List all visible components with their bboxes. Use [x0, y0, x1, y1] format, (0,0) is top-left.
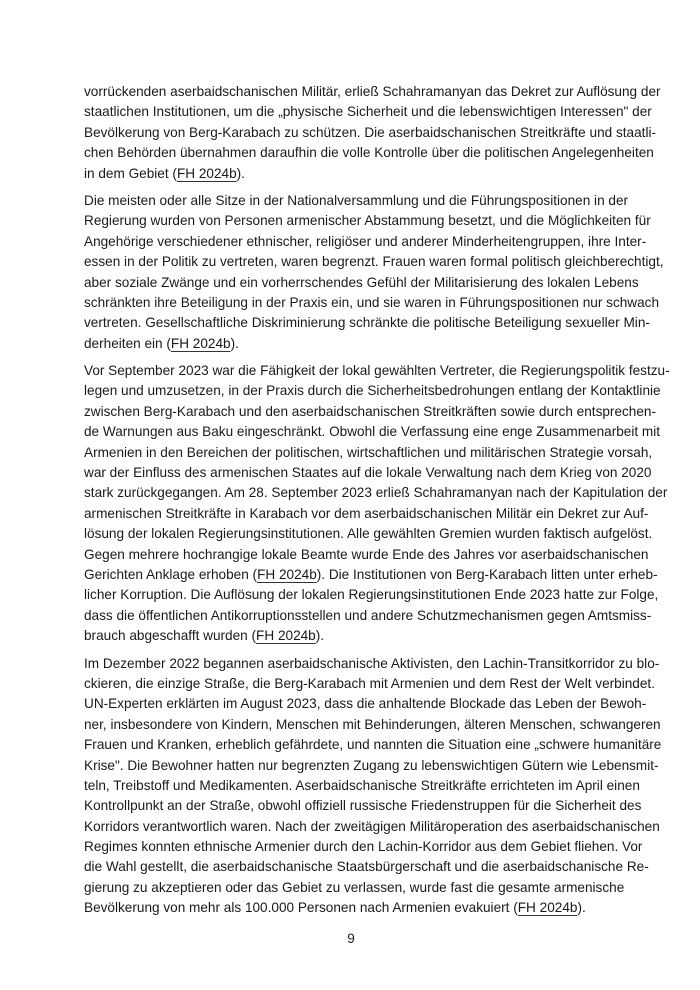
citation-link[interactable]: FH 2024b: [517, 900, 578, 916]
text-line: Im Dezember 2022 begannen aserbaidschanische Aktivisten, den Lachin-Transitkorridor zu blo-: [84, 655, 660, 671]
paragraph: [84, 361, 670, 646]
text-line: licher Korruption. Die Auflösung der lokalen Regierungsinstitutionen Ende 2023 hatte zur Folge,: [84, 587, 659, 603]
text-line: Vor September 2023 war die Fähigkeit der lokal gewählten Vertreter, die Regierungspolitik festzu-: [84, 363, 670, 379]
paragraph: [84, 191, 664, 354]
text-line: ckieren, die einzige Straße, die Berg-Karabach mit Armenien und dem Rest der Welt verbindet.: [84, 675, 655, 691]
text-line: armenischen Streitkräfte in Karabach vor dem aserbaidschanischen Militär ein Dekret zur Auf-: [84, 505, 649, 521]
text-line: Bevölkerung von mehr als 100.000 Personen nach Armenien evakuiert (FH 2024b).: [84, 900, 586, 916]
paragraph: [84, 82, 661, 184]
text-line: die Wahl gestellt, die aserbaidschanische Staatsbürgerschaft und die aserbaidschanische Re-: [84, 859, 649, 875]
text-line: war der Einfluss des armenischen Staates auf die lokale Verwaltung nach dem Krieg von 2020: [84, 465, 652, 481]
text-line: dass die öffentlichen Antikorruptionsstellen und andere Schutzmechanismen gegen Amtsmiss-: [84, 607, 652, 623]
text-line: UN-Experten erklärten im August 2023, dass die anhaltende Blockade das Leben der Bewoh-: [84, 696, 647, 712]
paragraph: [84, 654, 662, 919]
citation-link[interactable]: FH 2024b: [256, 628, 316, 644]
text-line: lösung der lokalen Regierungsinstitutionen. Alle gewählten Gremien wurden faktisch aufgelöst.: [84, 526, 653, 542]
text-line: vorrückenden aserbaidschanischen Militär, erließ Schahramanyan das Dekret zur Auflösung der: [84, 84, 661, 99]
text-line: derheiten ein (FH 2024b).: [84, 335, 239, 351]
text-line: brauch abgeschafft wurden (FH 2024b).: [84, 628, 325, 644]
text-line: Armenien in den Bereichen der politischen, wirtschaftlichen und militärischen Strategie vorsah,: [84, 444, 653, 460]
text-line: aber soziale Zwänge und ein vorherrschendes Gefühl der Militarisierung des lokalen Lebens: [84, 274, 639, 290]
text-line: essen in der Politik zu vertreten, waren begrenzt. Frauen waren formal politisch gleichberechtigt,: [84, 254, 664, 270]
text-line: Frauen und Kranken, erheblich gefährdete, und nannten die Situation eine „schwere humanitäre: [84, 737, 662, 753]
text-line: in dem Gebiet (FH 2024b).: [84, 165, 245, 181]
text-line: staatlichen Institutionen, um die „physische Sicherheit und die lebenswichtigen Interessen" der: [84, 104, 652, 120]
text-line: de Warnungen aus Baku eingeschränkt. Obwohl die Verfassung eine enge Zusammenarbeit mit: [84, 424, 661, 440]
text-line: ner, insbesondere von Kindern, Menschen mit Behinderungen, älteren Menschen, schwangeren: [84, 716, 661, 732]
document-page: [84, 82, 670, 947]
page-number: 9: [347, 930, 355, 946]
text-line: vertreten. Gesellschaftliche Diskriminierung schränkte die politische Beteiligung sexueller Min-: [84, 315, 650, 331]
text-line: teln, Treibstoff und Medikamenten. Aserbaidschanische Streitkräfte errichteten im April einen: [84, 777, 640, 793]
citation-link[interactable]: FH 2024b: [176, 165, 237, 181]
text-line: gierung zu akzeptieren oder das Gebiet zu verlassen, wurde fast die gesamte armenische: [84, 879, 625, 895]
text-line: Bevölkerung von Berg-Karabach zu schützen. Die aserbaidschanischen Streitkräfte und staatli-: [84, 124, 657, 140]
text-line: Korridors verantwortlich waren. Nach der zweitägigen Militäroperation des aserbaidschanischen: [84, 818, 660, 834]
text-line: Gegen mehrere hochrangige lokale Beamte wurde Ende des Jahres vor aserbaidschanischen: [84, 546, 649, 562]
text-line: Kontrollpunkt an der Straße, obwohl offiziell russische Friedenstruppen für die Sicherheit des: [84, 798, 642, 814]
citation-link[interactable]: FH 2024b: [170, 335, 231, 351]
text-line: Regimes konnten ethnische Armenier durch den Lachin-Korridor aus dem Gebiet fliehen. Vor: [84, 839, 643, 855]
citation-link[interactable]: FH 2024b: [257, 566, 317, 582]
text-line: Die meisten oder alle Sitze in der Nationalversammlung und die Führungspositionen in der: [84, 192, 629, 208]
text-line: Krise". Die Bewohner hatten nur begrenzten Zugang zu lebenswichtigen Gütern wie Lebensmit-: [84, 757, 659, 773]
text-line: Angehörige verschiedener ethnischer, religiöser und anderer Minderheitengruppen, ihre Inter-: [84, 233, 647, 249]
text-line: zwischen Berg-Karabach und den aserbaidschanischen Streitkräften sowie durch entsprechen-: [84, 403, 657, 419]
text-line: chen Behörden übernahmen daraufhin die volle Kontrolle über die politischen Angelegenheiten: [84, 145, 654, 161]
text-line: legen und umzusetzen, in der Praxis durch die Sicherheitsbedrohungen entlang der Kontaktlinie: [84, 383, 661, 399]
text-line: schränkten ihre Beteiligung in der Praxis ein, und sie waren in Führungspositionen nur schwach: [84, 294, 660, 310]
text-line: stark zurückgegangen. Am 28. September 2023 erließ Schahramanyan nach der Kapitulation der: [84, 485, 668, 501]
text-line: Gerichten Anklage erhoben (FH 2024b). Die Institutionen von Berg-Karabach litten unter erheb-: [84, 566, 658, 582]
text-line: Regierung wurden von Personen armenischer Abstammung besetzt, und die Möglichkeiten für: [84, 213, 651, 229]
